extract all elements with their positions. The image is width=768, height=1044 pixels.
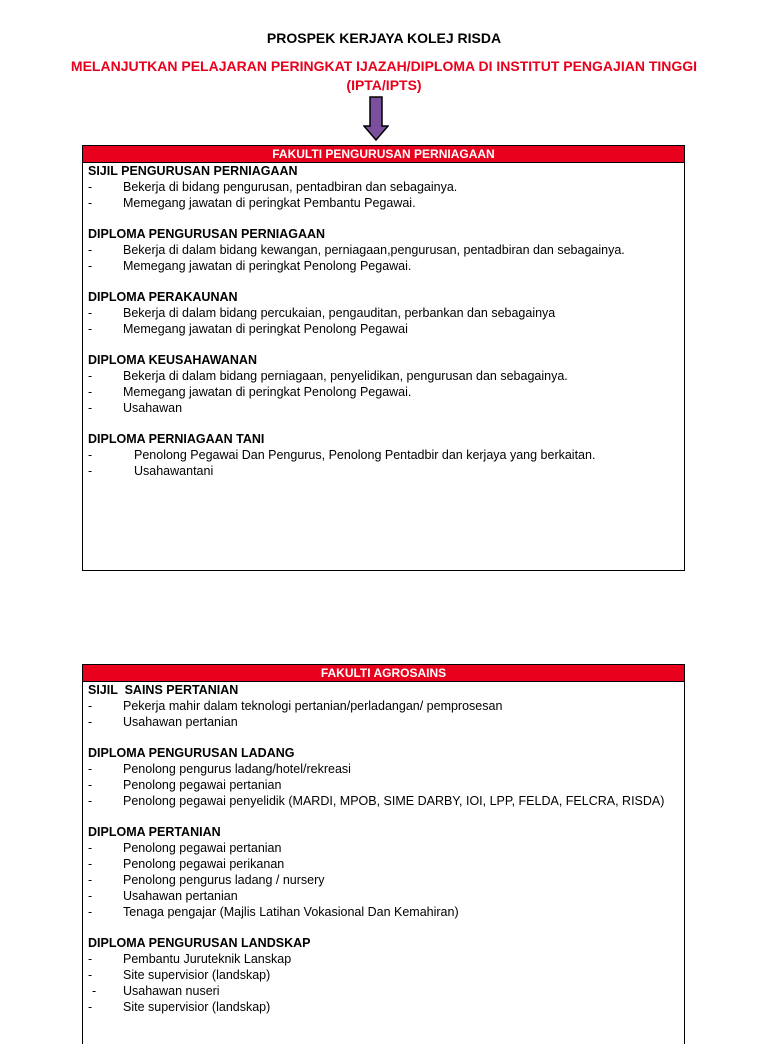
program-section — [88, 935, 680, 1015]
program-title: SIJIL PENGURUSAN PERNIAGAAN — [88, 164, 298, 178]
list-item — [88, 447, 680, 463]
list-item — [88, 872, 680, 888]
list-item — [88, 368, 680, 384]
bullet-dash: - — [88, 196, 93, 210]
faculty-box-agrosains — [82, 664, 685, 1044]
program-section — [88, 745, 680, 809]
item-text: Bekerja di dalam bidang perniagaan, penyelidikan, pengurusan dan sebagainya. — [123, 369, 568, 383]
faculty-body — [83, 682, 684, 1015]
program-section — [88, 682, 680, 730]
item-text: Penolong pengurus ladang/hotel/rekreasi — [123, 762, 351, 776]
list-item — [88, 951, 680, 967]
item-text: Memegang jawatan di peringkat Penolong Pegawai — [123, 322, 408, 336]
bullet-dash: - — [88, 857, 93, 871]
item-text: Memegang jawatan di peringkat Penolong Pegawai. — [123, 259, 412, 273]
list-item — [88, 856, 680, 872]
list-item — [88, 400, 680, 416]
item-text: Bekerja di dalam bidang kewangan, perniagaan,pengurusan, pentadbiran dan sebagainya. — [123, 243, 625, 257]
bullet-dash: - — [88, 385, 93, 399]
bullet-dash: - — [88, 873, 93, 887]
down-arrow-icon — [363, 96, 389, 141]
program-title: DIPLOMA PERNIAGAAN TANI — [88, 432, 265, 446]
bullet-dash: - — [88, 322, 93, 336]
item-text: Penolong pegawai perikanan — [123, 857, 285, 871]
item-text: Usahawan pertanian — [123, 889, 238, 903]
item-text: Penolong pegawai pertanian — [123, 841, 282, 855]
list-item — [88, 888, 680, 904]
bullet-dash: - — [88, 841, 93, 855]
bullet-dash: - — [88, 369, 93, 383]
document-subtitle: MELANJUTKAN PELAJARAN PERINGKAT IJAZAH/DIPLOMA DI INSTITUT PENGAJIAN TINGGI (IPTA/IPTS) — [70, 58, 698, 93]
list-item — [88, 463, 680, 479]
item-text: Usahawantani — [134, 464, 214, 478]
item-text: Usahawan — [123, 401, 183, 415]
list-item — [88, 793, 680, 809]
list-item — [88, 242, 680, 258]
bullet-dash: - — [88, 699, 93, 713]
program-section — [88, 163, 680, 211]
bullet-dash: - — [88, 715, 93, 729]
list-item — [88, 777, 680, 793]
list-item — [88, 698, 680, 714]
bullet-dash: - — [88, 401, 93, 415]
list-item — [88, 305, 680, 321]
faculty-header: FAKULTI PENGURUSAN PERNIAGAAN — [83, 146, 684, 163]
bullet-dash: - — [88, 952, 93, 966]
list-item — [88, 967, 680, 983]
list-item — [88, 840, 680, 856]
list-item — [88, 714, 680, 730]
arrow-shape — [364, 97, 388, 140]
bullet-dash: - — [88, 968, 93, 982]
list-item — [88, 983, 680, 999]
bullet-dash: - — [88, 306, 93, 320]
bullet-dash: - — [88, 778, 93, 792]
program-section — [88, 824, 680, 920]
program-title: DIPLOMA PENGURUSAN PERNIAGAAN — [88, 227, 326, 241]
program-title: DIPLOMA PERAKAUNAN — [88, 290, 238, 304]
list-item — [88, 904, 680, 920]
program-title: DIPLOMA PERTANIAN — [88, 825, 221, 839]
item-text: Usahawan pertanian — [123, 715, 238, 729]
list-item — [88, 258, 680, 274]
program-title: DIPLOMA PENGURUSAN LANDSKAP — [88, 936, 311, 950]
item-text: Penolong pengurus ladang / nursery — [123, 873, 325, 887]
item-text: Bekerja di bidang pengurusan, pentadbiran dan sebagainya. — [123, 180, 458, 194]
faculty-body — [83, 163, 684, 479]
item-text: Pembantu Juruteknik Lanskap — [123, 952, 292, 966]
item-text: Site supervisior (landskap) — [123, 968, 271, 982]
list-item — [88, 179, 680, 195]
bullet-dash: - — [88, 889, 93, 903]
bullet-dash: - — [88, 794, 93, 808]
program-section — [88, 352, 680, 416]
bullet-dash: - — [88, 905, 93, 919]
item-text: Penolong Pegawai Dan Pengurus, Penolong Pentadbir dan kerjaya yang berkaitan. — [134, 448, 596, 462]
bullet-dash: - — [92, 984, 97, 998]
bullet-dash: - — [88, 464, 93, 478]
list-item — [88, 195, 680, 211]
bullet-dash: - — [88, 448, 93, 462]
item-text: Site supervisior (landskap) — [123, 1000, 271, 1014]
program-section — [88, 226, 680, 274]
program-section — [88, 431, 680, 479]
faculty-header: FAKULTI AGROSAINS — [83, 665, 684, 682]
list-item — [88, 761, 680, 777]
list-item — [88, 999, 680, 1015]
bullet-dash: - — [88, 243, 93, 257]
list-item — [88, 384, 680, 400]
item-text: Bekerja di dalam bidang percukaian, pengauditan, perbankan dan sebagainya — [123, 306, 556, 320]
program-title: DIPLOMA KEUSAHAWANAN — [88, 353, 257, 367]
item-text: Tenaga pengajar (Majlis Latihan Vokasional Dan Kemahiran) — [123, 905, 459, 919]
item-text: Penolong pegawai penyelidik (MARDI, MPOB, SIME DARBY, IOI, LPP, FELDA, FELCRA, RISDA) — [123, 794, 665, 808]
program-title: SIJIL SAINS PERTANIAN — [88, 683, 239, 697]
bullet-dash: - — [88, 1000, 93, 1014]
program-section — [88, 289, 680, 337]
faculty-box-pengurusan-perniagaan — [82, 145, 685, 571]
list-item — [88, 321, 680, 337]
item-text: Pekerja mahir dalam teknologi pertanian/perladangan/ pemprosesan — [123, 699, 503, 713]
bullet-dash: - — [88, 259, 93, 273]
item-text: Memegang jawatan di peringkat Penolong Pegawai. — [123, 385, 412, 399]
program-title: DIPLOMA PENGURUSAN LADANG — [88, 746, 295, 760]
bullet-dash: - — [88, 762, 93, 776]
bullet-dash: - — [88, 180, 93, 194]
item-text: Memegang jawatan di peringkat Pembantu Pegawai. — [123, 196, 416, 210]
item-text: Usahawan nuseri — [123, 984, 220, 998]
document-title: PROSPEK KERJAYA KOLEJ RISDA — [266, 30, 502, 46]
item-text: Penolong pegawai pertanian — [123, 778, 282, 792]
